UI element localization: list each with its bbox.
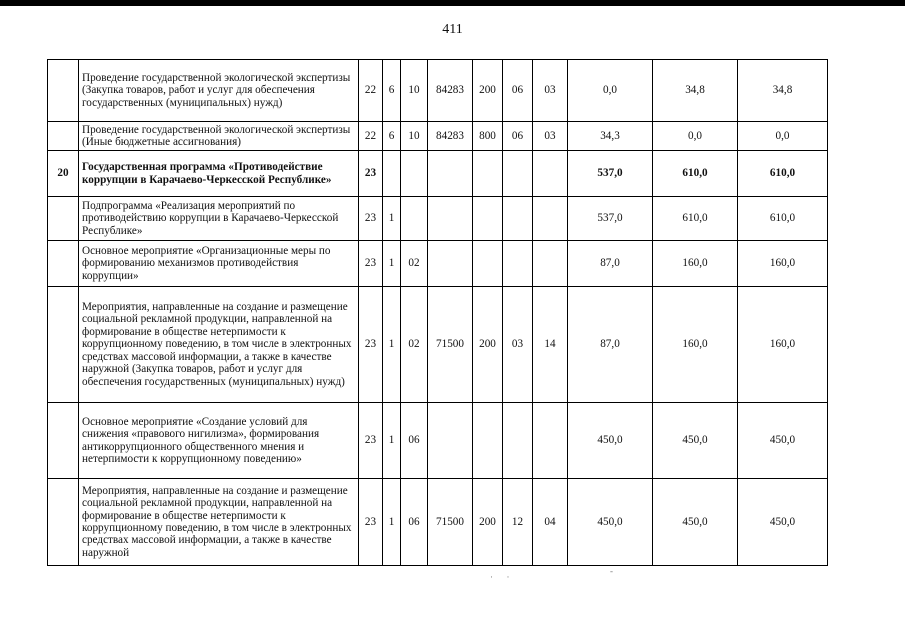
code-2: 1 bbox=[383, 479, 401, 566]
row-name: Основное мероприятие «Организационные меры по формированию механизмов противодействия коррупции» bbox=[79, 241, 359, 287]
value-1: 34,3 bbox=[568, 122, 653, 151]
code-3: 02 bbox=[401, 287, 428, 403]
value-3: 450,0 bbox=[738, 403, 828, 479]
code-7 bbox=[533, 151, 568, 197]
code-2: 6 bbox=[383, 122, 401, 151]
value-1: 450,0 bbox=[568, 403, 653, 479]
code-5 bbox=[473, 241, 503, 287]
row-name: Проведение государственной экологической экспертизы (Закупка товаров, работ и услуг для обеспечения государственных (муниципальных) нужд) bbox=[79, 60, 359, 122]
code-6 bbox=[503, 197, 533, 241]
code-5: 200 bbox=[473, 479, 503, 566]
row-number bbox=[48, 287, 79, 403]
code-7: 03 bbox=[533, 60, 568, 122]
code-4 bbox=[428, 403, 473, 479]
code-4 bbox=[428, 151, 473, 197]
code-7: 04 bbox=[533, 479, 568, 566]
table-row bbox=[48, 60, 828, 122]
value-3: 34,8 bbox=[738, 60, 828, 122]
table-row bbox=[48, 287, 828, 403]
row-name: Государственная программа «Противодействие коррупции в Карачаево-Черкесской Республике» bbox=[79, 151, 359, 197]
table-row bbox=[48, 197, 828, 241]
value-2: 610,0 bbox=[653, 197, 738, 241]
code-2: 1 bbox=[383, 197, 401, 241]
code-2: 1 bbox=[383, 403, 401, 479]
value-1: 450,0 bbox=[568, 479, 653, 566]
code-1: 23 bbox=[359, 287, 383, 403]
code-5 bbox=[473, 197, 503, 241]
row-name: Проведение государственной экологической экспертизы (Иные бюджетные ассигнования) bbox=[79, 122, 359, 151]
code-6 bbox=[503, 151, 533, 197]
value-2: 34,8 bbox=[653, 60, 738, 122]
value-1: 87,0 bbox=[568, 287, 653, 403]
code-1: 22 bbox=[359, 122, 383, 151]
scan-speck: - bbox=[610, 566, 613, 576]
code-7 bbox=[533, 403, 568, 479]
code-6 bbox=[503, 403, 533, 479]
code-3: 10 bbox=[401, 122, 428, 151]
row-name: Подпрограмма «Реализация мероприятий по противодействию коррупции в Карачаево-Черкесской Республике» bbox=[79, 197, 359, 241]
code-3 bbox=[401, 151, 428, 197]
value-2: 160,0 bbox=[653, 287, 738, 403]
code-3 bbox=[401, 197, 428, 241]
value-1: 537,0 bbox=[568, 197, 653, 241]
value-3: 610,0 bbox=[738, 151, 828, 197]
row-name: Мероприятия, направленные на создание и размещение социальной рекламной продукции, направленной на формирование в обществе нетерпимости к коррупционному поведению, в том числе в электронных средствах массовой информации, а также в качестве наружной (Закупка товаров, работ и услуг для обеспечения государственных (муниципальных) нужд) bbox=[79, 287, 359, 403]
code-7 bbox=[533, 197, 568, 241]
row-number bbox=[48, 241, 79, 287]
row-number bbox=[48, 403, 79, 479]
row-number bbox=[48, 122, 79, 151]
code-7 bbox=[533, 241, 568, 287]
code-3: 06 bbox=[401, 479, 428, 566]
value-2: 610,0 bbox=[653, 151, 738, 197]
code-4 bbox=[428, 197, 473, 241]
table-row bbox=[48, 479, 828, 566]
code-4: 71500 bbox=[428, 479, 473, 566]
table-row bbox=[48, 122, 828, 151]
row-name: Мероприятия, направленные на создание и размещение социальной рекламной продукции, направленной на формирование в обществе нетерпимости к коррупционному поведению, в том числе в электронных средствах массовой информации, а также в качестве наружной bbox=[79, 479, 359, 566]
code-5: 200 bbox=[473, 287, 503, 403]
value-3: 0,0 bbox=[738, 122, 828, 151]
value-1: 87,0 bbox=[568, 241, 653, 287]
code-3: 06 bbox=[401, 403, 428, 479]
code-7: 03 bbox=[533, 122, 568, 151]
code-2: 1 bbox=[383, 241, 401, 287]
code-4: 84283 bbox=[428, 60, 473, 122]
row-number bbox=[48, 60, 79, 122]
code-1: 23 bbox=[359, 151, 383, 197]
row-number bbox=[48, 479, 79, 566]
value-3: 160,0 bbox=[738, 287, 828, 403]
code-6 bbox=[503, 241, 533, 287]
code-6: 03 bbox=[503, 287, 533, 403]
code-1: 23 bbox=[359, 403, 383, 479]
table-row bbox=[48, 241, 828, 287]
code-6: 06 bbox=[503, 60, 533, 122]
code-5 bbox=[473, 151, 503, 197]
code-6: 06 bbox=[503, 122, 533, 151]
code-4: 71500 bbox=[428, 287, 473, 403]
code-1: 23 bbox=[359, 479, 383, 566]
row-number bbox=[48, 197, 79, 241]
value-2: 450,0 bbox=[653, 403, 738, 479]
value-2: 160,0 bbox=[653, 241, 738, 287]
top-rule bbox=[0, 0, 905, 6]
code-3: 10 bbox=[401, 60, 428, 122]
table-body bbox=[48, 60, 828, 566]
code-1: 23 bbox=[359, 197, 383, 241]
value-3: 160,0 bbox=[738, 241, 828, 287]
table-row bbox=[48, 151, 828, 197]
scan-speck: · · bbox=[490, 572, 510, 582]
page-number: 411 bbox=[442, 22, 463, 37]
code-5 bbox=[473, 403, 503, 479]
row-number: 20 bbox=[48, 151, 79, 197]
code-1: 23 bbox=[359, 241, 383, 287]
code-2: 6 bbox=[383, 60, 401, 122]
code-6: 12 bbox=[503, 479, 533, 566]
value-3: 450,0 bbox=[738, 479, 828, 566]
row-name: Основное мероприятие «Создание условий для снижения «правового нигилизма», формирования антикоррупционного общественного мнения и нетерпимости к коррупционному поведению» bbox=[79, 403, 359, 479]
value-1: 0,0 bbox=[568, 60, 653, 122]
code-4: 84283 bbox=[428, 122, 473, 151]
code-1: 22 bbox=[359, 60, 383, 122]
code-3: 02 bbox=[401, 241, 428, 287]
value-2: 0,0 bbox=[653, 122, 738, 151]
table-row bbox=[48, 403, 828, 479]
budget-table bbox=[47, 59, 828, 566]
code-2: 1 bbox=[383, 287, 401, 403]
code-4 bbox=[428, 241, 473, 287]
code-5: 800 bbox=[473, 122, 503, 151]
value-1: 537,0 bbox=[568, 151, 653, 197]
code-7: 14 bbox=[533, 287, 568, 403]
code-2 bbox=[383, 151, 401, 197]
value-2: 450,0 bbox=[653, 479, 738, 566]
code-5: 200 bbox=[473, 60, 503, 122]
value-3: 610,0 bbox=[738, 197, 828, 241]
